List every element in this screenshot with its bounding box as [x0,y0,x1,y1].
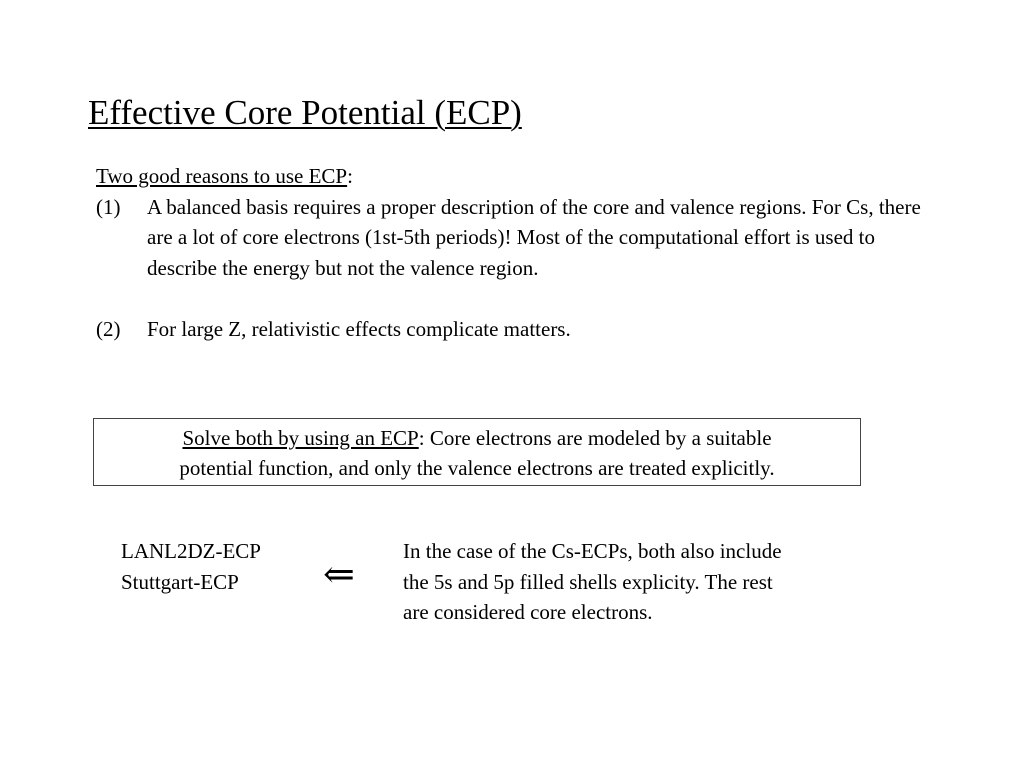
solution-line-2: potential function, and only the valence electrons are treated explicitly. [179,456,775,480]
reason-item-2 [96,314,936,345]
solution-lead: Solve both by using an ECP [182,426,419,450]
reasons-heading-colon: : [347,164,353,188]
left-double-arrow-icon: ⇐ [323,552,355,596]
reason-number-2: (2) [96,316,121,341]
reasons-section [96,161,936,344]
ecp-name-stuttgart: Stuttgart-ECP [121,569,239,594]
reasons-heading-text: Two good reasons to use ECP [96,164,348,188]
solution-line-1 [94,423,860,453]
reason-item-1 [96,192,936,284]
reasons-heading [96,161,936,192]
reason-text-2: For large Z, relativistic effects complicate matters. [147,316,571,341]
ecp-name-lanl2dz: LANL2DZ-ECP [121,539,261,563]
note-line-2: the 5s and 5p filled shells explicity. The rest [403,569,773,594]
reason-spacer [96,283,936,314]
solution-line-1-rest: : Core electrons are modeled by a suitable [418,426,772,450]
reason-text-1: A balanced basis requires a proper description of the core and valence regions. For Cs, there are a lot of core electrons (1st-5th periods)! Most of the computational effort is used to describe the energy but not the valence region. [147,194,921,280]
ecp-name-list [121,536,261,597]
note-line-1: In the case of the Cs-ECPs, both also include [403,539,782,563]
cs-ecp-note [403,536,883,628]
note-line-3: are considered core electrons. [403,600,653,624]
solution-box [93,418,861,486]
reason-number-1: (1) [96,194,121,219]
slide-title: Effective Core Potential (ECP) [88,93,522,132]
